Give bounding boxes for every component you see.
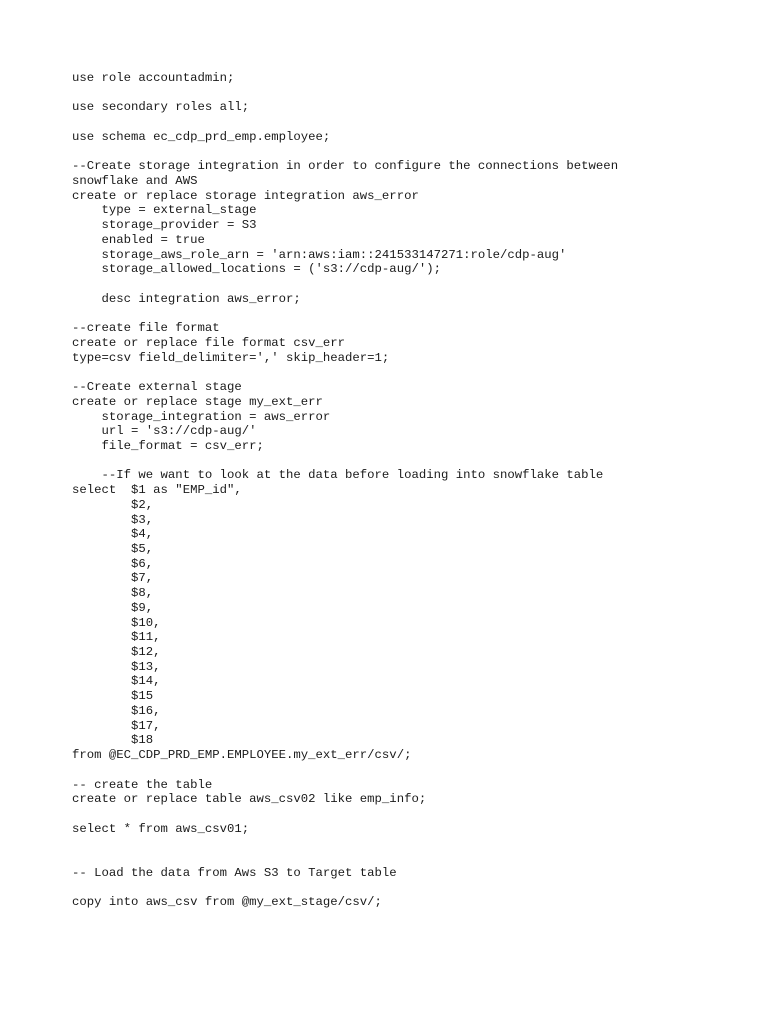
blank-line (72, 454, 618, 469)
code-line: storage_provider = S3 (72, 218, 257, 233)
sql-script-text (72, 71, 618, 910)
blank-line (72, 307, 618, 322)
blank-line (72, 115, 618, 130)
code-line: $10, (72, 615, 161, 630)
code-line: $8, (72, 586, 154, 601)
code-line: storage_aws_role_arn = 'arn:aws:iam::241533147271:role/cdp-aug' (72, 247, 567, 262)
code-line: $12, (72, 645, 161, 660)
code-line: $11, (72, 630, 161, 645)
code-line: $18 (72, 733, 154, 748)
blank-line (72, 145, 618, 160)
code-line: --If we want to look at the data before loading into snowflake table (72, 468, 604, 483)
code-line: create or replace table aws_csv02 like emp_info; (72, 792, 427, 807)
code-line: create or replace file format csv_err (72, 335, 346, 350)
code-line: $5, (72, 542, 154, 556)
code-line: enabled = true (72, 232, 205, 247)
code-line: $15 (72, 689, 154, 704)
code-line: --Create storage integration in order to configure the connections between (72, 159, 619, 174)
blank-line (72, 763, 618, 778)
code-line: $16, (72, 703, 161, 718)
code-line: --Create external stage (72, 380, 242, 395)
code-line: use secondary roles all; (72, 100, 250, 115)
code-line: $14, (72, 674, 161, 689)
code-line: from @EC_CDP_PRD_EMP.EMPLOYEE.my_ext_err/csv/; (72, 748, 412, 763)
code-line: select * from aws_csv01; (72, 821, 250, 836)
code-line: storage_integration = aws_error (72, 409, 331, 424)
code-line: select $1 as "EMP_id", (72, 483, 242, 498)
code-line: create or replace stage my_ext_err (72, 394, 323, 409)
blank-line (72, 86, 618, 101)
code-line: url = 's3://cdp-aug/' (72, 424, 257, 439)
code-line: use role accountadmin; (72, 71, 235, 85)
code-line: $7, (72, 571, 154, 586)
code-line: $13, (72, 659, 161, 674)
code-line: $3, (72, 512, 154, 527)
blank-line (72, 365, 618, 380)
code-line: desc integration aws_error; (72, 291, 301, 306)
code-line: file_format = csv_err; (72, 438, 264, 453)
code-line: snowflake and AWS (72, 174, 198, 189)
code-line: $9, (72, 600, 154, 615)
code-line: storage_allowed_locations = ('s3://cdp-aug/'); (72, 262, 441, 277)
code-line: type=csv field_delimiter=',' skip_header=1; (72, 350, 390, 365)
code-line: use schema ec_cdp_prd_emp.employee; (72, 129, 331, 144)
code-line: copy into aws_csv from @my_ext_stage/csv/; (72, 895, 382, 910)
blank-line (72, 807, 618, 822)
code-line: --create file format (72, 321, 220, 336)
blank-line (72, 277, 618, 292)
code-line: $2, (72, 497, 154, 512)
code-line: $6, (72, 556, 154, 571)
blank-line (72, 836, 618, 851)
code-line: create or replace storage integration aws_error (72, 188, 419, 203)
blank-line (72, 851, 618, 866)
code-line: -- create the table (72, 777, 213, 792)
code-line: $4, (72, 527, 154, 542)
code-line: type = external_stage (72, 203, 257, 218)
blank-line (72, 881, 618, 896)
code-line: $17, (72, 718, 161, 733)
code-line: -- Load the data from Aws S3 to Target table (72, 865, 397, 880)
